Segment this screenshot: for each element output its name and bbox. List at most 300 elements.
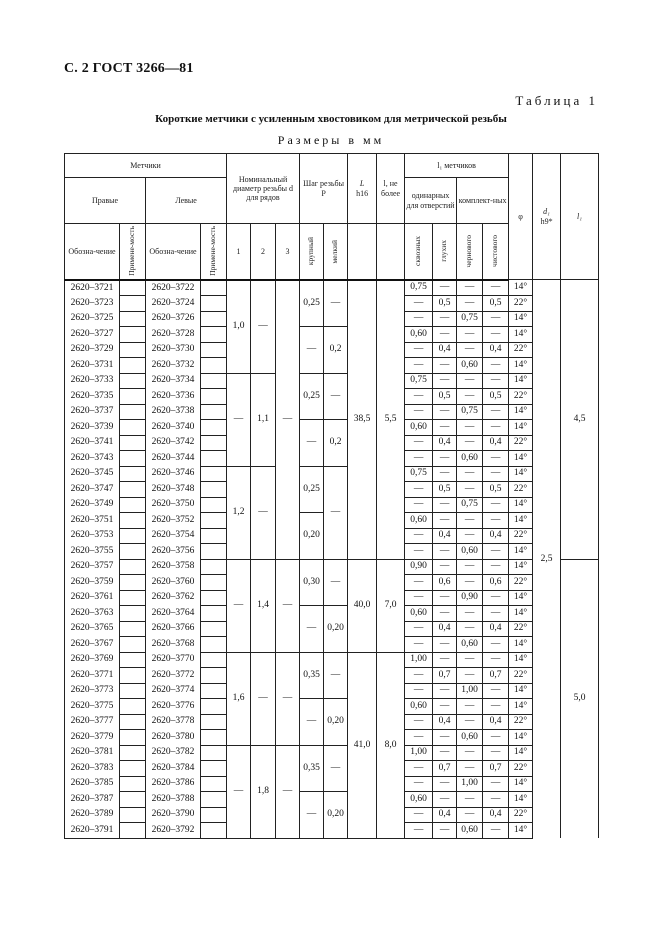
right-application bbox=[120, 296, 146, 312]
angle-phi: 22° bbox=[509, 575, 533, 591]
l1-finish: — bbox=[483, 513, 509, 529]
pitch-coarse: — bbox=[300, 606, 324, 653]
angle-phi: 14° bbox=[509, 745, 533, 761]
header-l1-taps: l₁ метчиков bbox=[405, 154, 509, 178]
left-designation: 2620–3750 bbox=[146, 497, 201, 513]
left-application bbox=[201, 699, 227, 715]
right-application bbox=[120, 621, 146, 637]
diameter-row2: — bbox=[251, 466, 276, 559]
angle-phi: 14° bbox=[509, 420, 533, 436]
angle-phi: 14° bbox=[509, 823, 533, 839]
l1-blind: — bbox=[433, 373, 457, 389]
right-application bbox=[120, 590, 146, 606]
l1-through: 0,60 bbox=[405, 792, 433, 808]
diameter-row2: — bbox=[251, 280, 276, 374]
right-application bbox=[120, 466, 146, 482]
pitch-coarse: 0,35 bbox=[300, 745, 324, 792]
l1-finish: — bbox=[483, 776, 509, 792]
left-application bbox=[201, 606, 227, 622]
left-application bbox=[201, 544, 227, 560]
l1-rough: 0,75 bbox=[457, 497, 483, 513]
diameter-row1: — bbox=[227, 559, 251, 652]
l1-through: — bbox=[405, 776, 433, 792]
l1-through: — bbox=[405, 761, 433, 777]
l1-blind: — bbox=[433, 652, 457, 668]
pitch-fine: — bbox=[324, 373, 348, 420]
l1-through: 0,60 bbox=[405, 513, 433, 529]
header-coarse-text: крупный bbox=[306, 237, 316, 266]
l1-finish: — bbox=[483, 358, 509, 374]
l1-rough: — bbox=[457, 420, 483, 436]
l1-blind: — bbox=[433, 776, 457, 792]
l1-through: — bbox=[405, 358, 433, 374]
l1-rough: 0,75 bbox=[457, 311, 483, 327]
pitch-coarse: 0,25 bbox=[300, 466, 324, 513]
left-application bbox=[201, 823, 227, 839]
l1-finish: — bbox=[483, 637, 509, 653]
diameter-row3: — bbox=[276, 559, 300, 652]
right-application bbox=[120, 404, 146, 420]
diameter-row2: — bbox=[251, 652, 276, 745]
l1-finish: 0,4 bbox=[483, 621, 509, 637]
header-rough-text: чернового bbox=[464, 235, 474, 268]
left-designation: 2620–3752 bbox=[146, 513, 201, 529]
header-L bbox=[348, 154, 377, 224]
l1-blind: — bbox=[433, 730, 457, 746]
l1-blind: 0,7 bbox=[433, 668, 457, 684]
l1-through: 0,60 bbox=[405, 327, 433, 343]
right-application bbox=[120, 730, 146, 746]
l1-rough: — bbox=[457, 606, 483, 622]
l1-rough: — bbox=[457, 528, 483, 544]
table-row bbox=[65, 327, 599, 343]
left-designation: 2620–3770 bbox=[146, 652, 201, 668]
l1-through: — bbox=[405, 528, 433, 544]
angle-phi: 22° bbox=[509, 621, 533, 637]
l1-rough: 0,60 bbox=[457, 730, 483, 746]
l1-rough: — bbox=[457, 575, 483, 591]
length-l: 8,0 bbox=[377, 652, 405, 838]
right-designation: 2620–3767 bbox=[65, 637, 120, 653]
right-designation: 2620–3777 bbox=[65, 714, 120, 730]
l1-rough: 1,00 bbox=[457, 776, 483, 792]
table-row bbox=[65, 792, 599, 808]
pitch-fine: — bbox=[324, 280, 348, 327]
left-designation: 2620–3764 bbox=[146, 606, 201, 622]
l1-blind: — bbox=[433, 466, 457, 482]
left-application bbox=[201, 714, 227, 730]
pitch-fine: — bbox=[324, 652, 348, 699]
right-designation: 2620–3723 bbox=[65, 296, 120, 312]
header-blind bbox=[433, 224, 457, 280]
table-row bbox=[65, 606, 599, 622]
l1-rough: 0,60 bbox=[457, 637, 483, 653]
left-designation: 2620–3744 bbox=[146, 451, 201, 467]
diameter-row3: — bbox=[276, 280, 300, 560]
l1-rough: — bbox=[457, 373, 483, 389]
left-designation: 2620–3766 bbox=[146, 621, 201, 637]
left-application bbox=[201, 482, 227, 498]
table-row bbox=[65, 280, 599, 296]
l1-rough: — bbox=[457, 714, 483, 730]
pitch-coarse: 0,20 bbox=[300, 513, 324, 560]
l1-blind: — bbox=[433, 823, 457, 839]
diameter-row2: 1,4 bbox=[251, 559, 276, 652]
l1-finish: — bbox=[483, 792, 509, 808]
length-L: 40,0 bbox=[348, 559, 377, 652]
l1-finish: — bbox=[483, 559, 509, 575]
left-application bbox=[201, 342, 227, 358]
right-designation: 2620–3771 bbox=[65, 668, 120, 684]
angle-phi: 14° bbox=[509, 637, 533, 653]
l1-through: — bbox=[405, 575, 433, 591]
header-application-left-text: Примене-мость bbox=[208, 226, 218, 277]
l1-blind: 0,5 bbox=[433, 389, 457, 405]
right-application bbox=[120, 575, 146, 591]
left-application bbox=[201, 683, 227, 699]
header-L-symbol: L bbox=[359, 179, 365, 189]
l1-finish: 0,7 bbox=[483, 668, 509, 684]
angle-phi: 22° bbox=[509, 761, 533, 777]
left-designation: 2620–3724 bbox=[146, 296, 201, 312]
l1-rough: — bbox=[457, 761, 483, 777]
l1-through: — bbox=[405, 435, 433, 451]
l1-blind: 0,4 bbox=[433, 714, 457, 730]
l1-blind: — bbox=[433, 792, 457, 808]
angle-phi: 14° bbox=[509, 404, 533, 420]
right-designation: 2620–3785 bbox=[65, 776, 120, 792]
right-designation: 2620–3729 bbox=[65, 342, 120, 358]
angle-phi: 14° bbox=[509, 792, 533, 808]
pitch-fine: 0,20 bbox=[324, 699, 348, 746]
left-application bbox=[201, 373, 227, 389]
header-nominal-diameter: Номинальный диаметр резьбы d для рядов bbox=[227, 154, 300, 224]
angle-phi: 14° bbox=[509, 652, 533, 668]
l1-finish: — bbox=[483, 699, 509, 715]
l1-through: — bbox=[405, 404, 433, 420]
angle-phi: 22° bbox=[509, 668, 533, 684]
right-application bbox=[120, 435, 146, 451]
diameter-row2: 1,1 bbox=[251, 373, 276, 466]
header-row1: 1 bbox=[227, 224, 251, 280]
l1-through: — bbox=[405, 590, 433, 606]
header-d1-symbol: d₁ bbox=[543, 207, 550, 217]
left-designation: 2620–3740 bbox=[146, 420, 201, 436]
header-phi: φ bbox=[509, 154, 533, 280]
left-designation: 2620–3746 bbox=[146, 466, 201, 482]
l1-through: 0,75 bbox=[405, 373, 433, 389]
left-designation: 2620–3742 bbox=[146, 435, 201, 451]
angle-phi: 14° bbox=[509, 358, 533, 374]
pitch-fine: 0,20 bbox=[324, 606, 348, 653]
left-application bbox=[201, 389, 227, 405]
left-designation: 2620–3792 bbox=[146, 823, 201, 839]
l1-through: — bbox=[405, 823, 433, 839]
l1-rough: — bbox=[457, 482, 483, 498]
header-rough bbox=[457, 224, 483, 280]
l1-through: — bbox=[405, 296, 433, 312]
right-designation: 2620–3749 bbox=[65, 497, 120, 513]
left-designation: 2620–3788 bbox=[146, 792, 201, 808]
angle-phi: 14° bbox=[509, 699, 533, 715]
l1-finish: 0,5 bbox=[483, 389, 509, 405]
right-application bbox=[120, 761, 146, 777]
left-application bbox=[201, 528, 227, 544]
left-designation: 2620–3780 bbox=[146, 730, 201, 746]
angle-phi: 22° bbox=[509, 435, 533, 451]
angle-phi: 22° bbox=[509, 807, 533, 823]
l1-blind: 0,5 bbox=[433, 296, 457, 312]
right-designation: 2620–3757 bbox=[65, 559, 120, 575]
left-designation: 2620–3736 bbox=[146, 389, 201, 405]
left-application bbox=[201, 807, 227, 823]
right-designation: 2620–3751 bbox=[65, 513, 120, 529]
l1-through: — bbox=[405, 497, 433, 513]
angle-phi: 14° bbox=[509, 373, 533, 389]
left-designation: 2620–3784 bbox=[146, 761, 201, 777]
left-application bbox=[201, 776, 227, 792]
length-l: 7,0 bbox=[377, 559, 405, 652]
l1-finish: 0,7 bbox=[483, 761, 509, 777]
pitch-fine: 0,2 bbox=[324, 420, 348, 467]
l1-blind: 0,4 bbox=[433, 435, 457, 451]
pitch-coarse: 0,35 bbox=[300, 652, 324, 699]
header-through bbox=[405, 224, 433, 280]
angle-phi: 14° bbox=[509, 513, 533, 529]
left-designation: 2620–3774 bbox=[146, 683, 201, 699]
right-application bbox=[120, 420, 146, 436]
l1-rough: 0,90 bbox=[457, 590, 483, 606]
l1-rough: 0,60 bbox=[457, 358, 483, 374]
l1-through: — bbox=[405, 451, 433, 467]
pitch-fine: 0,2 bbox=[324, 327, 348, 374]
right-application bbox=[120, 528, 146, 544]
left-designation: 2620–3756 bbox=[146, 544, 201, 560]
pitch-coarse: — bbox=[300, 699, 324, 746]
right-application bbox=[120, 373, 146, 389]
right-designation: 2620–3765 bbox=[65, 621, 120, 637]
l1-rough: — bbox=[457, 466, 483, 482]
header-l1 bbox=[561, 154, 599, 280]
header-finish-text: чистового bbox=[490, 235, 500, 268]
l1-rough: — bbox=[457, 327, 483, 343]
header-designation-right: Обозна-чение bbox=[65, 224, 120, 280]
l1-finish: — bbox=[483, 451, 509, 467]
l1-through: — bbox=[405, 311, 433, 327]
right-application bbox=[120, 280, 146, 296]
header-coarse bbox=[300, 224, 324, 280]
right-designation: 2620–3747 bbox=[65, 482, 120, 498]
right-application bbox=[120, 513, 146, 529]
l1-through: — bbox=[405, 807, 433, 823]
l1-blind: — bbox=[433, 358, 457, 374]
right-designation: 2620–3781 bbox=[65, 745, 120, 761]
l1-blind: — bbox=[433, 544, 457, 560]
taps-table bbox=[64, 153, 599, 839]
l1-finish: 0,6 bbox=[483, 575, 509, 591]
left-designation: 2620–3772 bbox=[146, 668, 201, 684]
angle-phi: 14° bbox=[509, 280, 533, 296]
angle-phi: 22° bbox=[509, 482, 533, 498]
right-application bbox=[120, 683, 146, 699]
l1-blind: 0,4 bbox=[433, 342, 457, 358]
header-row2: 2 bbox=[251, 224, 276, 280]
left-designation: 2620–3768 bbox=[146, 637, 201, 653]
right-application bbox=[120, 823, 146, 839]
length-l1: 5,0 bbox=[561, 559, 599, 838]
header-pitch: Шаг резьбы P bbox=[300, 154, 348, 224]
left-application bbox=[201, 590, 227, 606]
l1-blind: 0,4 bbox=[433, 621, 457, 637]
angle-phi: 14° bbox=[509, 590, 533, 606]
left-designation: 2620–3738 bbox=[146, 404, 201, 420]
l1-through: — bbox=[405, 342, 433, 358]
table-row bbox=[65, 420, 599, 436]
left-designation: 2620–3758 bbox=[146, 559, 201, 575]
l1-finish: — bbox=[483, 280, 509, 296]
header-d1 bbox=[533, 154, 561, 280]
left-designation: 2620–3730 bbox=[146, 342, 201, 358]
header-l-blank bbox=[377, 224, 405, 280]
l1-rough: — bbox=[457, 699, 483, 715]
left-application bbox=[201, 466, 227, 482]
header-left: Левые bbox=[146, 178, 227, 224]
l1-rough: — bbox=[457, 513, 483, 529]
left-designation: 2620–3762 bbox=[146, 590, 201, 606]
l1-rough: — bbox=[457, 280, 483, 296]
l1-finish: 0,4 bbox=[483, 714, 509, 730]
l1-blind: 0,4 bbox=[433, 807, 457, 823]
left-designation: 2620–3722 bbox=[146, 280, 201, 296]
right-application bbox=[120, 745, 146, 761]
l1-rough: — bbox=[457, 435, 483, 451]
angle-phi: 14° bbox=[509, 606, 533, 622]
l1-blind: — bbox=[433, 327, 457, 343]
right-designation: 2620–3721 bbox=[65, 280, 120, 296]
l1-through: 1,00 bbox=[405, 652, 433, 668]
left-application bbox=[201, 311, 227, 327]
right-application bbox=[120, 714, 146, 730]
pitch-fine: — bbox=[324, 745, 348, 792]
l1-finish: — bbox=[483, 652, 509, 668]
right-designation: 2620–3737 bbox=[65, 404, 120, 420]
left-application bbox=[201, 435, 227, 451]
l1-finish: 0,4 bbox=[483, 435, 509, 451]
l1-through: — bbox=[405, 621, 433, 637]
l1-rough: 0,60 bbox=[457, 451, 483, 467]
right-designation: 2620–3741 bbox=[65, 435, 120, 451]
l1-blind: 0,7 bbox=[433, 761, 457, 777]
l1-finish: 0,4 bbox=[483, 528, 509, 544]
left-designation: 2620–3760 bbox=[146, 575, 201, 591]
angle-phi: 14° bbox=[509, 544, 533, 560]
left-application bbox=[201, 652, 227, 668]
left-application bbox=[201, 668, 227, 684]
l1-finish: 0,4 bbox=[483, 807, 509, 823]
angle-phi: 14° bbox=[509, 497, 533, 513]
left-application bbox=[201, 761, 227, 777]
diameter-row1: 1,6 bbox=[227, 652, 251, 745]
header-fine bbox=[324, 224, 348, 280]
l1-through: 0,90 bbox=[405, 559, 433, 575]
angle-phi: 14° bbox=[509, 466, 533, 482]
right-designation: 2620–3739 bbox=[65, 420, 120, 436]
left-designation: 2620–3778 bbox=[146, 714, 201, 730]
diameter-d1: 2,5 bbox=[533, 280, 561, 839]
right-designation: 2620–3743 bbox=[65, 451, 120, 467]
header-application-left bbox=[201, 224, 227, 280]
right-designation: 2620–3755 bbox=[65, 544, 120, 560]
left-application bbox=[201, 358, 227, 374]
header-l1-symbol: l₁ bbox=[577, 211, 583, 221]
l1-rough: 0,60 bbox=[457, 823, 483, 839]
left-application bbox=[201, 420, 227, 436]
right-designation: 2620–3725 bbox=[65, 311, 120, 327]
header-through-text: сквозных bbox=[413, 236, 423, 267]
l1-finish: 0,5 bbox=[483, 482, 509, 498]
angle-phi: 22° bbox=[509, 714, 533, 730]
l1-finish: 0,4 bbox=[483, 342, 509, 358]
right-application bbox=[120, 358, 146, 374]
l1-finish: — bbox=[483, 606, 509, 622]
table-row bbox=[65, 745, 599, 761]
length-L: 41,0 bbox=[348, 652, 377, 838]
header-row3: 3 bbox=[276, 224, 300, 280]
diameter-row1: 1,2 bbox=[227, 466, 251, 559]
header-taps: Метчики bbox=[65, 154, 227, 178]
left-designation: 2620–3728 bbox=[146, 327, 201, 343]
l1-finish: 0,5 bbox=[483, 296, 509, 312]
length-l1: 4,5 bbox=[561, 280, 599, 560]
l1-through: — bbox=[405, 714, 433, 730]
pitch-fine: 0,20 bbox=[324, 792, 348, 839]
l1-finish: — bbox=[483, 823, 509, 839]
left-designation: 2620–3782 bbox=[146, 745, 201, 761]
header-designation-left: Обозна-чение bbox=[146, 224, 201, 280]
l1-rough: — bbox=[457, 745, 483, 761]
right-designation: 2620–3745 bbox=[65, 466, 120, 482]
l1-through: — bbox=[405, 637, 433, 653]
l1-blind: — bbox=[433, 637, 457, 653]
length-l: 5,5 bbox=[377, 280, 405, 560]
right-application bbox=[120, 699, 146, 715]
pitch-coarse: 0,25 bbox=[300, 373, 324, 420]
table-row bbox=[65, 699, 599, 715]
table-body bbox=[65, 280, 599, 839]
right-application bbox=[120, 807, 146, 823]
angle-phi: 14° bbox=[509, 559, 533, 575]
right-application bbox=[120, 482, 146, 498]
l1-through: 0,60 bbox=[405, 606, 433, 622]
left-designation: 2620–3790 bbox=[146, 807, 201, 823]
diameter-row3: — bbox=[276, 652, 300, 745]
l1-blind: — bbox=[433, 699, 457, 715]
l1-rough: — bbox=[457, 621, 483, 637]
left-designation: 2620–3726 bbox=[146, 311, 201, 327]
left-designation: 2620–3754 bbox=[146, 528, 201, 544]
left-application bbox=[201, 280, 227, 296]
l1-through: 0,60 bbox=[405, 420, 433, 436]
right-application bbox=[120, 342, 146, 358]
pitch-coarse: 0,25 bbox=[300, 280, 324, 327]
angle-phi: 14° bbox=[509, 451, 533, 467]
diameter-row2: 1,8 bbox=[251, 745, 276, 838]
left-application bbox=[201, 513, 227, 529]
diameter-row3: — bbox=[276, 745, 300, 838]
left-designation: 2620–3786 bbox=[146, 776, 201, 792]
right-designation: 2620–3763 bbox=[65, 606, 120, 622]
l1-blind: — bbox=[433, 745, 457, 761]
